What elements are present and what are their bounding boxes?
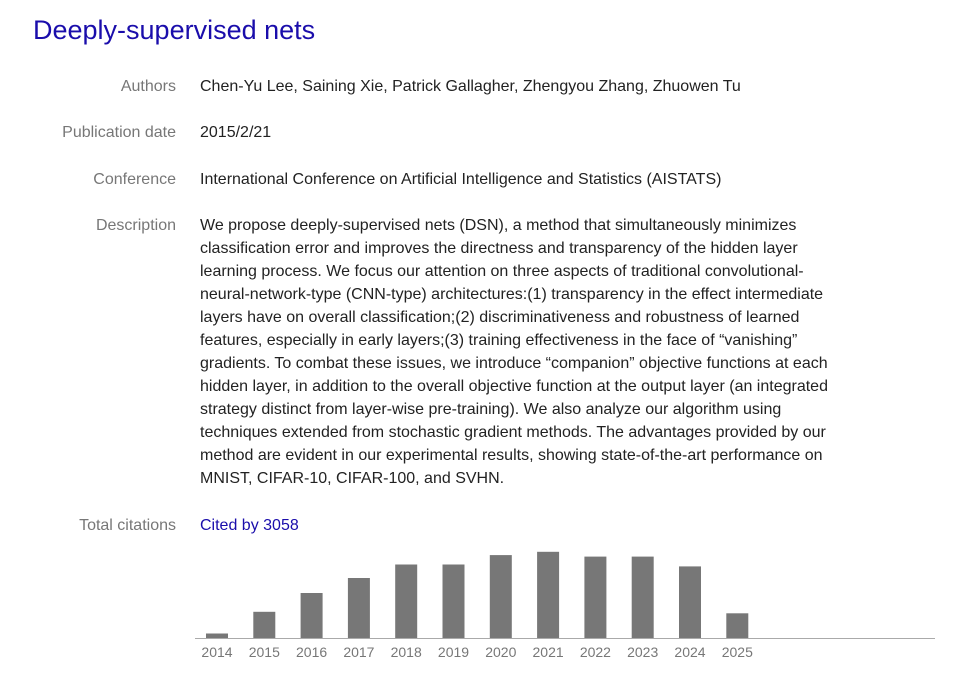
description-line: techniques extended from stochastic gradient methods. The advantages provided by our (200, 424, 826, 441)
total-citations-value (200, 514, 940, 537)
conference-label: Conference (93, 171, 176, 188)
year-tick-label: 2025 (721, 644, 753, 660)
paper-title[interactable]: Deeply-supervised nets (33, 15, 316, 45)
citation-bar-2025[interactable] (726, 613, 748, 638)
citation-bar-2018[interactable] (395, 565, 417, 639)
citation-bar-2024[interactable] (679, 566, 701, 638)
description-line: classification error and improves the directness and transparency of the hidden layer (200, 240, 798, 257)
total-citations-label: Total citations (79, 517, 176, 534)
year-tick-label: 2019 (437, 644, 470, 660)
citation-bar-2022[interactable] (584, 557, 606, 638)
citation-bar-2015[interactable] (253, 612, 275, 638)
year-tick-label: 2020 (485, 644, 517, 660)
cited-by-link[interactable]: Cited by 3058 (200, 517, 299, 534)
authors-label: Authors (120, 78, 176, 95)
year-tick-label: 2021 (532, 644, 564, 660)
description-line: strategy distinct from layer-wise pre-training). We also analyze our algorithm using (200, 401, 782, 418)
description-line: gradients. To combat these issues, we introduce “companion” objective functions at each (200, 355, 828, 372)
citation-bar-2017[interactable] (348, 578, 370, 638)
citation-bar-2020[interactable] (490, 555, 512, 638)
description-line: layers have on overall classification;(2) discriminativeness and robustness of learned (200, 309, 800, 326)
description-line: neural-network-type (CNN-type) architectures:(1) transparency in the effect intermediate (200, 286, 824, 303)
citation-bar-2023[interactable] (632, 557, 654, 638)
description-label: Description (95, 217, 176, 234)
conference-value: International Conference on Artificial Intelligence and Statistics (AISTATS) (200, 171, 722, 188)
citations-bar-chart (195, 545, 940, 665)
year-tick-label: 2017 (343, 644, 375, 660)
citation-bar-2014[interactable] (206, 634, 228, 639)
year-tick-label: 2022 (579, 644, 611, 660)
citation-bar-2021[interactable] (537, 552, 559, 638)
authors-value: Chen-Yu Lee, Saining Xie, Patrick Gallagher, Zhengyou Zhang, Zhuowen Tu (200, 78, 741, 95)
year-tick-label: 2014 (201, 644, 233, 660)
year-tick-label: 2015 (248, 644, 280, 660)
description-line: method are evident in our experimental results, showing state-of-the-art performance on (200, 447, 823, 464)
year-tick-label: 2023 (627, 644, 659, 660)
description-text (200, 214, 938, 490)
description-line: hidden layer, in addition to the overall objective function at the output layer (an integrated (200, 378, 828, 395)
year-tick-label: 2018 (390, 644, 422, 660)
description-line: learning process. We focus our attention on three aspects of traditional convolutional- (200, 263, 804, 280)
publication-date-value: 2015/2/21 (200, 124, 272, 141)
year-tick-label: 2016 (296, 644, 328, 660)
description-line: features, especially in early layers;(3) training effectiveness in the face of “vanishing” (200, 332, 798, 349)
year-tick-label: 2024 (674, 644, 706, 660)
publication-date-label: Publication date (62, 124, 176, 141)
citation-bar-2016[interactable] (301, 593, 323, 638)
citation-bar-2019[interactable] (443, 565, 465, 639)
description-line: MNIST, CIFAR-10, CIFAR-100, and SVHN. (200, 470, 505, 487)
description-line: We propose deeply-supervised nets (DSN), a method that simultaneously minimizes (200, 217, 797, 234)
